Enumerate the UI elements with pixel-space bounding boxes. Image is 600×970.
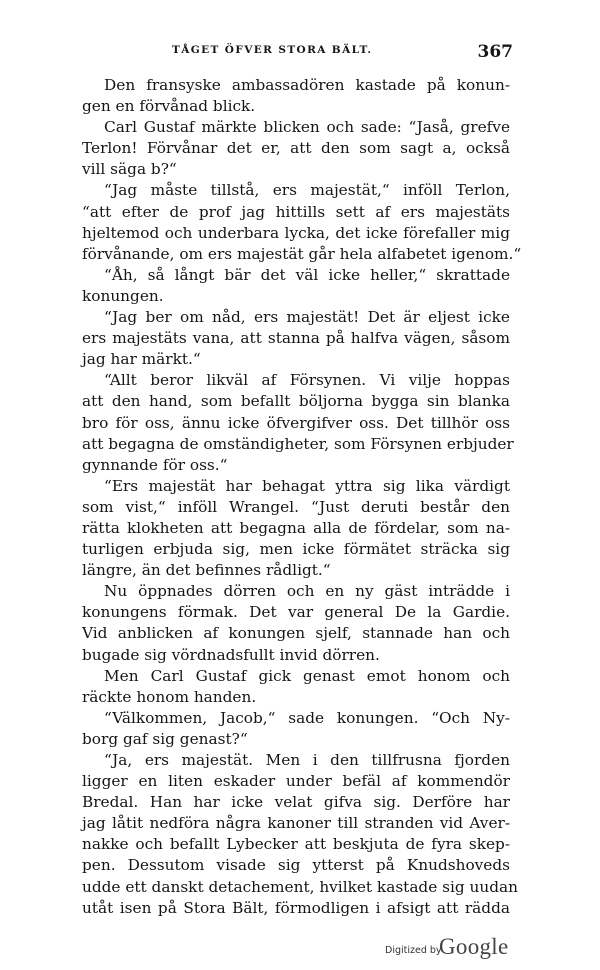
text-line: att den hand, som befallt böljorna bygga sin blanka [82, 392, 510, 411]
text-line: räckte honom handen. [82, 687, 257, 706]
text-line: turligen erbjuda sig, men icke förmätet sträcka sig [82, 540, 510, 559]
text-line: gynnande för oss.“ [82, 455, 228, 474]
text-line: nakke och befallt Lybecker att beskjuta de fyra skep- [82, 835, 510, 854]
text-line: Carl Gustaf märkte blicken och sade: “Jaså, grefve [104, 118, 510, 137]
text-line: bugade sig vördnadsfullt invid dörren. [82, 645, 380, 664]
text-line: “Ers majestät har behagat yttra sig lika värdigt [104, 476, 510, 495]
text-line: att begagna de omständigheter, som Försynen erbjuder [82, 434, 514, 453]
text-line: udde ett danskt detachement, hvilket kastade sig uudan [82, 877, 519, 896]
text-line: som vist,“ inföll Wrangel. “Just deruti består den [82, 497, 510, 516]
text-line: vill säga b?“ [82, 160, 177, 179]
text-line: konungens förmak. Det var general De la Gardie. [82, 603, 510, 622]
text-line: “Åh, så långt bär det väl icke heller,“ skrattade [104, 265, 510, 284]
text-line: Terlon! Förvånar det er, att den som sagt a, också [82, 139, 510, 158]
text-line: utåt isen på Stora Bält, förmodligen i afsigt att rädda [82, 898, 510, 917]
text-line: hjeltemod och underbara lycka, det icke förefaller mig [82, 223, 510, 242]
body-text [82, 75, 522, 919]
text-line: “Allt beror likväl af Försynen. Vi vilje hoppas [104, 371, 510, 390]
text-line: bro för oss, ännu icke öfvergifver oss. Det tillhör oss [82, 413, 510, 432]
text-line: Nu öppnades dörren och en ny gäst inträdde i [104, 582, 510, 601]
text-line: längre, än det befinnes rådligt.“ [82, 561, 331, 580]
running-head [0, 42, 600, 66]
text-line: konungen. [82, 286, 164, 305]
text-line: “Ja, ers majestät. Men i den tillfrusna fjorden [104, 751, 510, 769]
text-line: jag låtit nedföra några kanoner till stranden vid Aver- [82, 814, 510, 833]
page-number: 367 [477, 42, 513, 62]
text-line: “Jag ber om nåd, ers majestät! Det är eljest icke [104, 308, 510, 327]
text-line: pen. Dessutom visade sig ytterst på Knudshoveds [82, 856, 510, 875]
text-line: Vid anblicken af konungen sjelf, stannade han och [82, 624, 510, 643]
text-line: “Jag måste tillstå, ers majestät,“ inföll Terlon, [104, 181, 510, 200]
text-line: gen en förvånad blick. [82, 97, 256, 116]
running-title: TÅGET ÖFVER STORA BÄLT. [172, 44, 373, 56]
google-logo: Google [439, 934, 509, 959]
text-line: Men Carl Gustaf gick genast emot honom och [104, 666, 510, 685]
text-line: jag har märkt.“ [82, 350, 201, 369]
text-line: ers majestäts vana, att stanna på halfva vägen, såsom [82, 329, 510, 348]
text-line: förvånande, om ers majestät går hela alfabetet igenom.“ [82, 244, 522, 263]
text-line: rätta klokheten att begagna alla de fördelar, som na- [82, 518, 510, 537]
digitized-footer [385, 930, 525, 960]
text-line: ligger en liten eskader under befäl af kommendör [82, 772, 510, 791]
digitized-label: Digitized by [385, 945, 442, 956]
text-line: Bredal. Han har icke velat gifva sig. Derföre har [82, 793, 510, 812]
text-line: borg gaf sig genast?“ [82, 729, 248, 748]
text-line: “Välkommen, Jacob,“ sade konungen. “Och Ny- [104, 708, 510, 727]
text-line: “att efter de prof jag hittills sett af ers majestäts [82, 202, 510, 221]
text-line: Den fransyske ambassadören kastade på konun- [104, 76, 510, 94]
